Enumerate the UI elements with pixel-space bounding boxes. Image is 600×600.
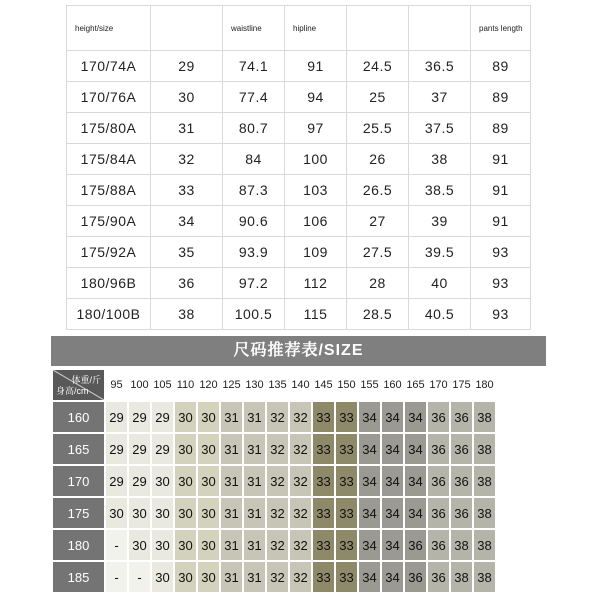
recommended-size-cell: 36 xyxy=(428,562,449,592)
recommended-size-cell: 30 xyxy=(198,498,219,528)
recommended-size-cell: 34 xyxy=(405,402,426,432)
recommended-size-cell: 32 xyxy=(267,498,288,528)
recommended-size-cell: - xyxy=(129,562,150,592)
recommended-size-cell: 33 xyxy=(336,434,357,464)
recommended-size-cell: 33 xyxy=(313,466,334,496)
size-value-cell: 93 xyxy=(471,268,531,299)
size-value-cell: 112 xyxy=(285,268,347,299)
weight-header-cell: 100 xyxy=(129,370,150,400)
size-value-cell: 97.2 xyxy=(223,268,285,299)
recommended-size-cell: 31 xyxy=(221,530,242,560)
recommended-size-cell: 36 xyxy=(405,562,426,592)
size-value-cell: 38 xyxy=(409,144,471,175)
recommended-size-cell: 30 xyxy=(198,562,219,592)
recommended-size-cell: 34 xyxy=(359,498,380,528)
size-label-cell: 170/76A xyxy=(67,82,151,113)
recommended-size-cell: 30 xyxy=(152,498,173,528)
recommended-size-cell: 36 xyxy=(451,498,472,528)
recommended-size-cell: 34 xyxy=(405,434,426,464)
size-value-cell: 91 xyxy=(471,206,531,237)
recommended-size-cell: 30 xyxy=(175,562,196,592)
size-label-cell: 175/90A xyxy=(67,206,151,237)
recommended-size-cell: 31 xyxy=(221,498,242,528)
header-waistline: waistline xyxy=(223,6,285,51)
recommended-size-cell: 29 xyxy=(106,434,127,464)
recommended-size-cell: 33 xyxy=(336,466,357,496)
recommended-size-cell: 31 xyxy=(244,466,265,496)
height-header-cell: 160 xyxy=(53,402,104,432)
size-value-cell: 36 xyxy=(151,268,223,299)
size-value-cell: 80.7 xyxy=(223,113,285,144)
size-measurement-table xyxy=(66,5,531,330)
recommended-size-cell: 34 xyxy=(405,498,426,528)
size-label-cell: 180/96B xyxy=(67,268,151,299)
recommended-size-cell: 31 xyxy=(244,402,265,432)
height-header-cell: 185 xyxy=(53,562,104,592)
recommended-size-cell: 30 xyxy=(129,530,150,560)
recommended-size-cell: 30 xyxy=(175,466,196,496)
size-value-cell: 27 xyxy=(347,206,409,237)
recommended-size-cell: 36 xyxy=(451,434,472,464)
recommended-size-cell: 32 xyxy=(290,530,311,560)
recommended-size-cell: 30 xyxy=(152,466,173,496)
size-label-cell: 180/100B xyxy=(67,299,151,330)
size-value-cell: 27.5 xyxy=(347,237,409,268)
recommended-size-cell: 29 xyxy=(152,434,173,464)
height-header-cell: 170 xyxy=(53,466,104,496)
weight-header-cell: 175 xyxy=(451,370,472,400)
size-value-cell: 94 xyxy=(285,82,347,113)
size-value-cell: 93 xyxy=(471,237,531,268)
recommended-size-cell: 29 xyxy=(129,466,150,496)
recommended-size-cell: 30 xyxy=(129,498,150,528)
recommended-size-cell: 31 xyxy=(221,466,242,496)
size-value-cell: 93 xyxy=(471,299,531,330)
height-row xyxy=(53,402,495,432)
height-header-cell: 165 xyxy=(53,434,104,464)
recommended-size-cell: 30 xyxy=(198,434,219,464)
size-recommendation-table xyxy=(51,368,497,594)
recommended-size-cell: 32 xyxy=(267,434,288,464)
recommended-size-cell: 34 xyxy=(359,402,380,432)
height-row xyxy=(53,434,495,464)
size-value-cell: 32 xyxy=(151,144,223,175)
size-value-cell: 40.5 xyxy=(409,299,471,330)
weight-header-cell: 165 xyxy=(405,370,426,400)
recommended-size-cell: 36 xyxy=(428,434,449,464)
recommended-size-cell: - xyxy=(106,530,127,560)
size-value-cell: 26.5 xyxy=(347,175,409,206)
recommended-size-cell: 30 xyxy=(152,562,173,592)
height-row xyxy=(53,466,495,496)
recommended-size-cell: 38 xyxy=(474,466,495,496)
size-value-cell: 100.5 xyxy=(223,299,285,330)
size-value-cell: 103 xyxy=(285,175,347,206)
recommended-size-cell: 32 xyxy=(290,434,311,464)
weight-header-cell: 130 xyxy=(244,370,265,400)
size-value-cell: 39 xyxy=(409,206,471,237)
recommended-size-cell: 30 xyxy=(175,530,196,560)
recommended-size-cell: 38 xyxy=(474,402,495,432)
recommended-size-cell: 33 xyxy=(336,530,357,560)
size-value-cell: 115 xyxy=(285,299,347,330)
recommended-size-cell: 38 xyxy=(474,434,495,464)
size-value-cell: 91 xyxy=(285,51,347,82)
recommended-size-cell: 33 xyxy=(313,562,334,592)
size-value-cell: 30 xyxy=(151,82,223,113)
recommended-size-cell: 31 xyxy=(244,530,265,560)
recommended-size-cell: 34 xyxy=(382,434,403,464)
recommended-size-cell: 31 xyxy=(244,562,265,592)
recommended-size-cell: 34 xyxy=(405,466,426,496)
size-label-cell: 175/88A xyxy=(67,175,151,206)
recommended-size-cell: 36 xyxy=(428,530,449,560)
recommended-size-cell: 33 xyxy=(336,562,357,592)
recommended-size-cell: 30 xyxy=(175,402,196,432)
weight-header-cell: 140 xyxy=(290,370,311,400)
recommended-size-cell: 34 xyxy=(359,466,380,496)
recommended-size-cell: 33 xyxy=(313,402,334,432)
header-col-5 xyxy=(347,6,409,51)
size-table-row xyxy=(67,175,531,206)
size-value-cell: 24.5 xyxy=(347,51,409,82)
recommended-size-cell: 33 xyxy=(336,402,357,432)
recommended-size-cell: 33 xyxy=(313,434,334,464)
size-label-cell: 175/84A xyxy=(67,144,151,175)
recommended-size-cell: 31 xyxy=(221,402,242,432)
size-value-cell: 106 xyxy=(285,206,347,237)
size-value-cell: 77.4 xyxy=(223,82,285,113)
header-col-6 xyxy=(409,6,471,51)
recommended-size-cell: 31 xyxy=(221,562,242,592)
recommended-size-cell: 32 xyxy=(267,402,288,432)
recommended-size-cell: 32 xyxy=(290,402,311,432)
header-height-size: height/size xyxy=(67,6,151,51)
height-row xyxy=(53,498,495,528)
recommended-size-cell: 29 xyxy=(129,402,150,432)
recommended-size-cell: 32 xyxy=(267,530,288,560)
size-value-cell: 91 xyxy=(471,175,531,206)
corner-height-label: 身高/cm xyxy=(56,386,89,396)
size-value-cell: 37 xyxy=(409,82,471,113)
weight-header-cell: 105 xyxy=(152,370,173,400)
recommended-size-cell: 34 xyxy=(359,530,380,560)
corner-weight-label: 体重/斤 xyxy=(71,375,101,385)
recommended-size-cell: 36 xyxy=(451,402,472,432)
recommended-size-cell: 32 xyxy=(267,562,288,592)
weight-header-cell: 180 xyxy=(474,370,495,400)
recommended-size-cell: 29 xyxy=(129,434,150,464)
size-value-cell: 25 xyxy=(347,82,409,113)
recommended-size-cell: 29 xyxy=(106,466,127,496)
size-value-cell: 29 xyxy=(151,51,223,82)
size-value-cell: 93.9 xyxy=(223,237,285,268)
height-row xyxy=(53,562,495,592)
size-table-row xyxy=(67,82,531,113)
size-table-row xyxy=(67,237,531,268)
size-value-cell: 34 xyxy=(151,206,223,237)
size-value-cell: 87.3 xyxy=(223,175,285,206)
size-table-row xyxy=(67,206,531,237)
recommended-size-cell: 36 xyxy=(451,466,472,496)
size-value-cell: 38.5 xyxy=(409,175,471,206)
size-recommendation-title: 尺码推荐表/SIZE xyxy=(51,336,546,366)
height-header-cell: 175 xyxy=(53,498,104,528)
recommended-size-cell: 29 xyxy=(106,402,127,432)
recommended-size-cell: 34 xyxy=(382,466,403,496)
size-value-cell: 33 xyxy=(151,175,223,206)
recommended-size-cell: 30 xyxy=(198,466,219,496)
recommended-size-cell: 34 xyxy=(382,562,403,592)
recommended-size-cell: 30 xyxy=(198,530,219,560)
recommended-size-cell: 34 xyxy=(359,562,380,592)
size-label-cell: 170/74A xyxy=(67,51,151,82)
size-value-cell: 109 xyxy=(285,237,347,268)
size-value-cell: 38 xyxy=(151,299,223,330)
weight-header-row xyxy=(53,370,495,400)
size-value-cell: 28 xyxy=(347,268,409,299)
size-value-cell: 25.5 xyxy=(347,113,409,144)
recommended-size-cell: 32 xyxy=(290,498,311,528)
size-value-cell: 31 xyxy=(151,113,223,144)
size-value-cell: 89 xyxy=(471,82,531,113)
recommended-size-cell: 31 xyxy=(244,434,265,464)
recommended-size-cell: 34 xyxy=(382,402,403,432)
height-header-cell: 180 xyxy=(53,530,104,560)
recommended-size-cell: 33 xyxy=(313,530,334,560)
weight-header-cell: 135 xyxy=(267,370,288,400)
recommended-size-cell: 36 xyxy=(405,530,426,560)
recommended-size-cell: 36 xyxy=(428,402,449,432)
size-value-cell: 74.1 xyxy=(223,51,285,82)
recommended-size-cell: 38 xyxy=(474,562,495,592)
corner-cell xyxy=(53,370,104,400)
weight-header-cell: 155 xyxy=(359,370,380,400)
weight-header-cell: 170 xyxy=(428,370,449,400)
recommended-size-cell: 30 xyxy=(175,498,196,528)
size-value-cell: 37.5 xyxy=(409,113,471,144)
size-value-cell: 89 xyxy=(471,51,531,82)
recommended-size-cell: 34 xyxy=(382,530,403,560)
header-hipline: hipline xyxy=(285,6,347,51)
size-table-row xyxy=(67,299,531,330)
recommended-size-cell: 32 xyxy=(267,466,288,496)
size-table-row xyxy=(67,51,531,82)
size-value-cell: 36.5 xyxy=(409,51,471,82)
recommended-size-cell: 36 xyxy=(428,466,449,496)
weight-header-cell: 120 xyxy=(198,370,219,400)
recommended-size-cell: 38 xyxy=(451,530,472,560)
size-value-cell: 90.6 xyxy=(223,206,285,237)
header-col-2 xyxy=(151,6,223,51)
recommended-size-cell: 30 xyxy=(175,434,196,464)
size-value-cell: 84 xyxy=(223,144,285,175)
weight-header-cell: 145 xyxy=(313,370,334,400)
recommended-size-cell: 30 xyxy=(106,498,127,528)
recommended-size-cell: 38 xyxy=(474,530,495,560)
recommended-size-cell: 34 xyxy=(359,434,380,464)
size-value-cell: 100 xyxy=(285,144,347,175)
weight-header-cell: 125 xyxy=(221,370,242,400)
size-value-cell: 89 xyxy=(471,113,531,144)
recommended-size-cell: 33 xyxy=(336,498,357,528)
size-value-cell: 39.5 xyxy=(409,237,471,268)
recommended-size-cell: 29 xyxy=(152,402,173,432)
recommended-size-cell: 31 xyxy=(244,498,265,528)
size-table-row xyxy=(67,144,531,175)
recommended-size-cell: - xyxy=(106,562,127,592)
recommended-size-cell: 30 xyxy=(152,530,173,560)
recommended-size-cell: 36 xyxy=(428,498,449,528)
size-label-cell: 175/92A xyxy=(67,237,151,268)
weight-header-cell: 95 xyxy=(106,370,127,400)
recommended-size-cell: 32 xyxy=(290,466,311,496)
recommended-size-cell: 34 xyxy=(382,498,403,528)
size-table-row xyxy=(67,268,531,299)
size-value-cell: 35 xyxy=(151,237,223,268)
recommended-size-cell: 38 xyxy=(474,498,495,528)
recommended-size-cell: 38 xyxy=(451,562,472,592)
height-row xyxy=(53,530,495,560)
header-pants-length: pants length xyxy=(471,6,531,51)
size-table-row xyxy=(67,113,531,144)
size-label-cell: 175/80A xyxy=(67,113,151,144)
weight-header-cell: 150 xyxy=(336,370,357,400)
weight-header-cell: 160 xyxy=(382,370,403,400)
recommended-size-cell: 30 xyxy=(198,402,219,432)
size-value-cell: 26 xyxy=(347,144,409,175)
size-table-header-row xyxy=(67,6,531,51)
recommended-size-cell: 32 xyxy=(290,562,311,592)
size-value-cell: 97 xyxy=(285,113,347,144)
size-value-cell: 28.5 xyxy=(347,299,409,330)
recommended-size-cell: 31 xyxy=(221,434,242,464)
weight-header-cell: 110 xyxy=(175,370,196,400)
size-value-cell: 91 xyxy=(471,144,531,175)
recommended-size-cell: 33 xyxy=(313,498,334,528)
size-value-cell: 40 xyxy=(409,268,471,299)
